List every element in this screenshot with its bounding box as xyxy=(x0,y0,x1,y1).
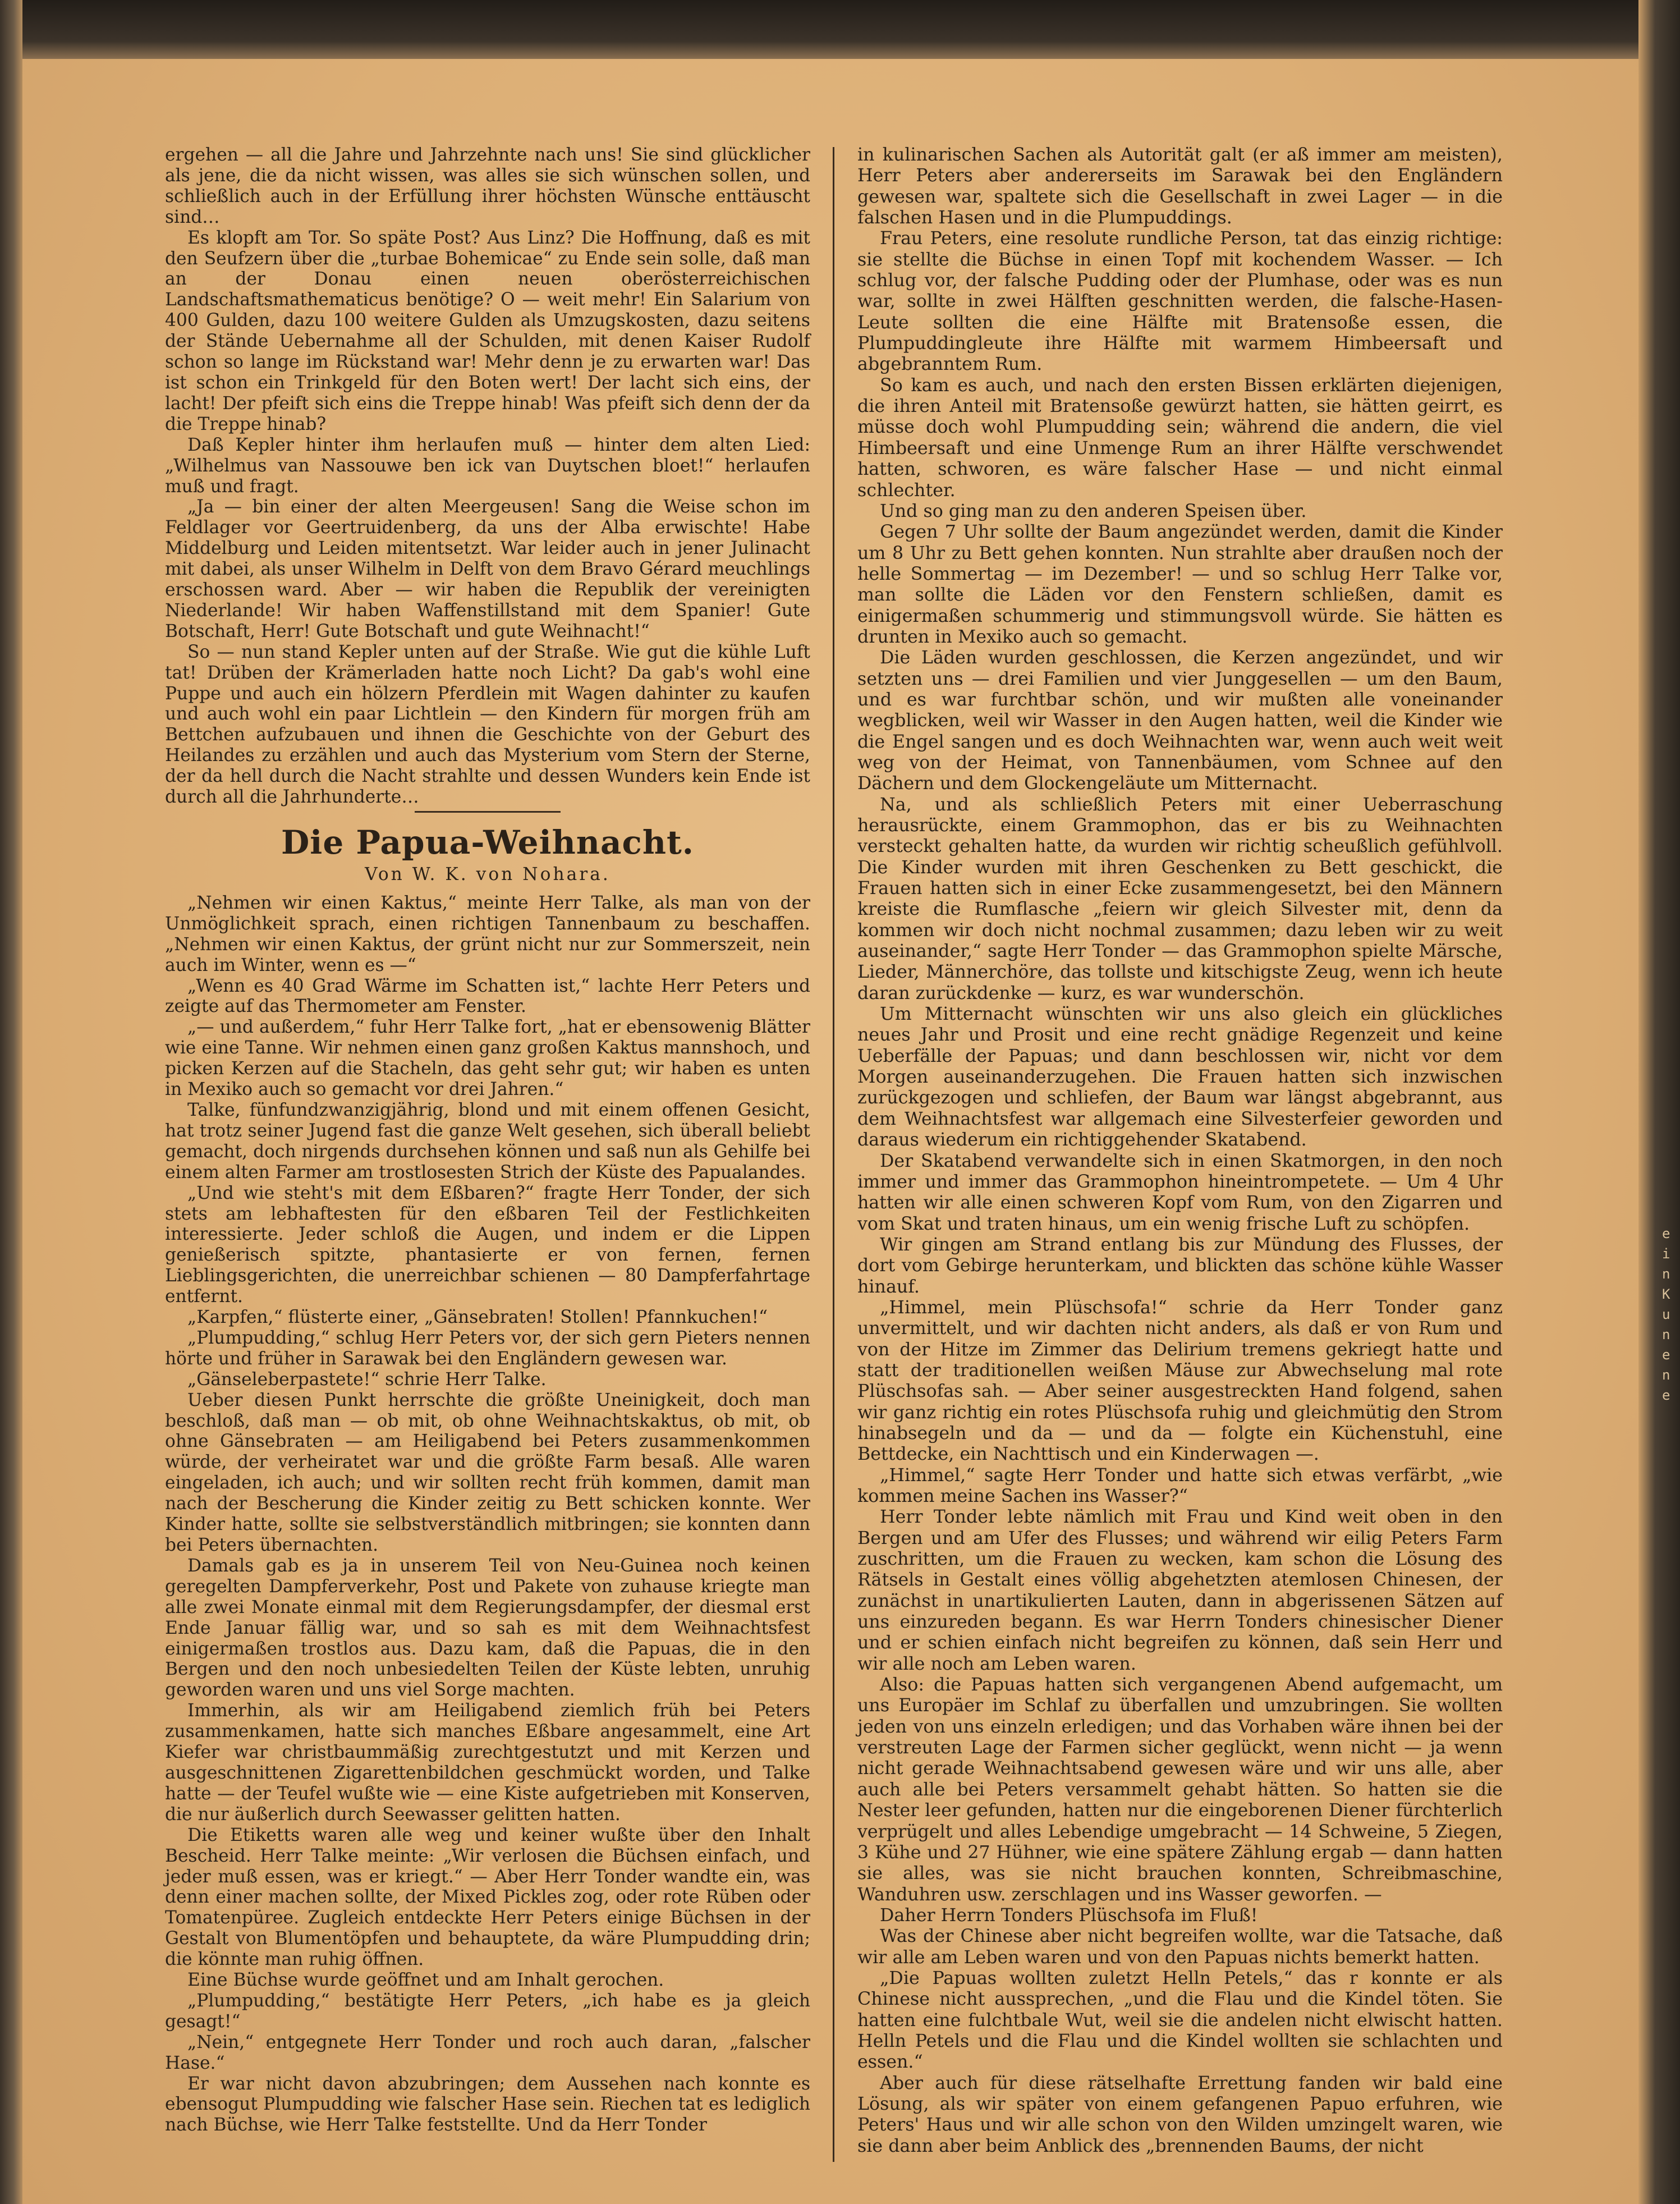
paragraph: Immerhin, als wir am Heiligabend ziemlich früh bei Peters zusammenkamen, hatte sich manches Eßbare angesammelt, eine Art Kiefer war christbaummäßig zurechtgestutzt und mit Kerzen und ausgeschnittenen Zigarettenbildchen geschmückt worden, und Talke hatte — der Teufel wußte wie — eine Kiste aufgetrieben mit Konserven, die nur äußerlich durch Seewasser gelitten hatten. xyxy=(165,1701,810,1825)
article-title: Die Papua-Weihnacht. xyxy=(281,823,694,862)
book-gutter xyxy=(0,0,22,2204)
paragraph: Eine Büchse wurde geöffnet und am Inhalt gerochen. xyxy=(187,1970,664,1991)
paragraph: ergehen — all die Jahre und Jahrzehnte nach uns! Sie sind glücklicher als jene, die da nicht wissen, was alles sie sich wünschen sollen, und schließlich auch in der Erfüllung ihrer höchsten Wünsche enttäuscht sind… xyxy=(165,145,810,227)
paragraph: Ueber diesen Punkt herrschte die größte Uneinigkeit, doch man beschloß, daß man — ob mit, ob ohne Weihnachtskaktus, ob mit, ob ohne Gänsebraten — am Heiligabend bei Peters zusammenkommen würde, der verheiratet war und die größte Farm besaß. Alle waren eingeladen, ich auch; und wir sollten recht früh kommen, damit man nach der Bescherung die Kinder zeitig zu Bett schicken konnte. Wer Kinder hatte, sollte sie selbstverständlich mitbringen; sie konnten dann bei Peters übernachten. xyxy=(165,1390,810,1555)
paragraph: Es klopft am Tor. So späte Post? Aus Linz? Die Hoffnung, daß es mit den Seufzern über die „turbae Bohemicae“ zu Ende sein solle, daß man an der Donau einen neuen oberösterreichischen Landschaftsmathematicus benötige? O — weit mehr! Ein Salarium von 400 Gulden, dazu 100 weitere Gulden als Umzugskosten, dazu seitens der Stände Uebernahme all der Schulden, mit denen Kaiser Rudolf schon so lange im Rückstand war! Mehr denn je zu erwarten war! Das ist schon ein Trinkgeld für den Boten wert! Der lacht sich eins, der lacht! Der pfeift sich eins die Treppe hinab! Was pfeift sich denn der da die Treppe hinab? xyxy=(165,227,810,434)
paragraph: in kulinarischen Sachen als Autorität galt (er aß immer am meisten), Herr Peters aber andererseits im Sarawak bei den Engländern gewesen war, spaltete sich die Gesellschaft in zwei Lager — in die falschen Hasen und in die Plumpuddings. xyxy=(857,145,1503,228)
paragraph: „Himmel, mein Plüschsofa!“ schrie da Herr Tonder ganz unvermittelt, und wir dachten nicht anders, als daß er von Rum und von der Hitze im Zimmer das Delirium tremens gekriegt hatte und statt der traditionellen weißen Mäuse zur Abwechselung mal rote Plüschsofas sah. — Aber seiner ausgestreckten Hand folgend, sahen wir ganz richtig ein rotes Plüschsofa ruhig und gleichmütig den Strom hinabsegeln und da — und da — folgte ein Küchenstuhl, eine Bettdecke, ein Nachttisch und ein Kinderwagen —. xyxy=(857,1297,1503,1465)
paragraph: „Karpfen,“ flüsterte einer, „Gänsebraten! Stollen! Pfannkuchen!“ xyxy=(187,1307,768,1328)
paragraph: Die Etiketts waren alle weg und keiner wußte über den Inhalt Bescheid. Herr Talke meinte: „Wir verlosen die Büchsen einfach, und jeder muß essen, was er kriegt.“ — Aber Herr Tonder wandte ein, was denn einer machen sollte, der Mixed Pickles zog, oder rote Rüben oder Tomatenpüree. Zugleich entdeckte Herr Peters einige Büchsen in der Gestalt von Blumentöpfen und behauptete, da wäre Plumpudding drin; die könnte man ruhig öffnen. xyxy=(165,1825,810,1970)
paragraph: Und so ging man zu den anderen Speisen über. xyxy=(880,501,1307,521)
kepler-story-continuation xyxy=(165,145,810,808)
paragraph: „Himmel,“ sagte Herr Tonder und hatte sich etwas verfärbt, „wie kommen meine Sachen ins Wasser?“ xyxy=(857,1465,1503,1506)
paragraph: Der Skatabend verwandelte sich in einen Skatmorgen, in den noch immer und immer das Grammophon hineintrompetete. — Um 4 Uhr hatten wir alle einen schweren Kopf vom Rum, von den Zigarren und vom Skat und traten hinaus, um ein wenig frische Luft zu schöpfen. xyxy=(857,1151,1503,1234)
article-byline: Von W. K. von Nohara. xyxy=(365,864,611,885)
paragraph: „— und außerdem,“ fuhr Herr Talke fort, „hat er ebensowenig Blätter wie eine Tanne. Wir nehmen einen ganz großen Kaktus mannshoch, und picken Kerzen auf die Stacheln, das geht sehr gut; wir haben es unten in Mexiko auch so gemacht vor drei Jahren.“ xyxy=(165,1017,810,1100)
paragraph: „Und wie steht's mit dem Eßbaren?“ fragte Herr Tonder, der sich stets am lebhaftesten für den eßbaren Teil der Festlichkeiten interessierte. Jeder schloß die Augen, und indem er die Lippen genießerisch spitzte, phantasierte er von fernen, fernen Lieblingsgerichten, die unerreichbar schienen — 80 Dampferfahrtage entfernt. xyxy=(165,1183,810,1307)
papua-article-body-right xyxy=(857,145,1503,2157)
paragraph: Daher Herrn Tonders Plüschsofa im Fluß! xyxy=(880,1905,1258,1926)
text-column-left xyxy=(165,145,810,2165)
paragraph: „Die Papuas wollten zuletzt Helln Petels,“ das r konnte er als Chinese nicht aussprechen, „und die Flau und die Kindel töten. Sie hatten eine fulchtbale Wut, weil sie die andelen nicht elwischt hatten. Helln Petels und die Flau und die Kindel wollten sie schlachten und essen.“ xyxy=(857,1968,1503,2073)
paragraph: Was der Chinese aber nicht begreifen wollte, war die Tatsache, daß wir alle am Leben waren und von den Papuas nichts bemerkt hatten. xyxy=(857,1926,1503,1968)
paragraph: „Nehmen wir einen Kaktus,“ meinte Herr Talke, als man von der Unmöglichkeit sprach, einen richtigen Tannenbaum zu beschaffen. „Nehmen wir einen Kaktus, der grünt nicht nur zur Sommerszeit, nein auch im Winter, wenn es —“ xyxy=(165,892,810,975)
paragraph: Aber auch für diese rätselhafte Errettung fanden wir bald eine Lösung, als wir später von einem gefangenen Papuo erfuhren, wie Peters' Haus und wir alle schon von den Wilden umzingelt waren, wie sie dann aber beim Anblick des „brennenden Baums, der nicht xyxy=(857,2073,1503,2156)
next-page-edge-text: ein Ku ne n e xyxy=(1662,1226,1670,1403)
paragraph: Damals gab es ja in unserem Teil von Neu-Guinea noch keinen geregelten Dampferverkehr, Post und Pakete von zuhause kriegte man alle zwei Monate einmal mit dem Regierungsdampfer, der diesmal erst Ende Januar fällig war, und so sah es mit dem Weihnachtsfest einigermaßen trostlos aus. Dazu kam, daß die Papuas, die in den Bergen und den noch unbesiedelten Teilen der Küste lebten, unruhig geworden waren und uns viel Sorge machten. xyxy=(165,1555,810,1701)
paragraph: Er war nicht davon abzubringen; dem Aussehen nach konnte es ebensogut Plumpudding wie falscher Hase sein. Riechen tat es lediglich nach Büchse, wie Herr Talke feststellte. Und da Herr Tonder xyxy=(165,2073,810,2136)
paragraph: So — nun stand Kepler unten auf der Straße. Wie gut die kühle Luft tat! Drüben der Krämerladen hatte noch Licht? Da gab's wohl eine Puppe und auch ein hölzern Pferdlein mit Wagen dahinter zu kaufen und auch wohl ein paar Lichtlein — den Kindern für morgen früh am Bettchen aufzubauen und ihnen die Geschichte von der Geburt des Heilandes zu erzählen und auch das Mysterium vom Stern der Sterne, der da hell durch die Nacht strahlte und dessen Wunders kein Ende ist durch all die Jahrhunderte… xyxy=(165,642,810,808)
paragraph: Um Mitternacht wünschten wir uns also gleich ein glückliches neues Jahr und Prosit und eine recht gnädige Regenzeit und keine Ueberfälle der Papuas; und dann beschlossen wir, nicht vor dem Morgen auseinanderzugehen. Die Frauen hatten sich inzwischen zurückgezogen und schliefen, der Baum war längst abgebrannt, aus dem Weihnachtsfest war allgemach eine Silvesterfeier geworden und daraus wiederum ein richtiggehender Skatabend. xyxy=(857,1004,1503,1151)
paragraph: Frau Peters, eine resolute rundliche Person, tat das einzig richtige: sie stellte die Büchse in einen Topf mit kochendem Wasser. — Ich schlug vor, der falsche Pudding oder der Plumhase, oder was es nun war, sollte in zwei Hälften geschnitten werden, die falsche-Hasen-Leute sollten die eine Hälfte mit Bratensoße essen, die Plumpuddingleute ihre Hälfte mit warmem Himbeersaft und abgebranntem Rum. xyxy=(857,228,1503,375)
paragraph: Herr Tonder lebte nämlich mit Frau und Kind weit oben in den Bergen und am Ufer des Flusses; und während wir eilig Peters Farm zuschritten, um die Frauen zu wecken, kam schon die Lösung des Rätsels in Gestalt eines völlig abgehetzten atemlosen Chinesen, der zunächst in unartikulierten Lauten, dann in abgerissenen Sätzen auf uns einzureden begann. Es war Herrn Tonders chinesischer Diener und er schien einfach nicht begreifen zu können, daß sein Herr und wir alle noch am Leben waren. xyxy=(857,1507,1503,1674)
text-column-right xyxy=(857,145,1503,2165)
column-divider xyxy=(833,147,834,2162)
paragraph: „Plumpudding,“ bestätigte Herr Peters, „ich habe es ja gleich gesagt!“ xyxy=(165,1990,810,2032)
papua-article-body-left xyxy=(165,893,810,2136)
article-header xyxy=(165,811,810,885)
paragraph: Die Läden wurden geschlossen, die Kerzen angezündet, und wir setzten uns — drei Familien und vier Junggesellen — um den Baum, und es war furchtbar schön, und wir mußten alle voneinander wegblicken, weil wir Wasser in den Augen hatten, weil die Kinder wie die Engel sangen und es doch Weihnachten war, wenn auch weit weit weg von der Heimat, von Tannenbäumen, vom Schnee auf den Dächern und dem Glockengeläute um Mitternacht. xyxy=(857,648,1503,794)
paragraph: Talke, fünfundzwanzigjährig, blond und mit einem offenen Gesicht, hat trotz seiner Jugend fast die ganze Welt gesehen, sich überall beliebt gemacht, doch nirgends durchsehen können und saß nun als Gehilfe bei einem alten Farmer am trostlosesten Strich der Küste des Papualandes. xyxy=(165,1099,810,1183)
paragraph: Na, und als schließlich Peters mit einer Ueberraschung herausrückte, einem Grammophon, das er bis zu Weihnachten versteckt gehalten hatte, da wurden wir richtig scheußlich gefühlvoll. Die Kinder wurden mit ihren Geschenken zu Bett geschickt, die Frauen hatten sich in einer Ecke zusammengesetzt, bei den Männern kreiste die Rumflasche „feiern wir gleich Silvester mit, denn da kommen wir doch nicht nochmal zusammen; dazu leben wir zu weit auseinander,“ sagte Herr Tonder — das Grammophon spielte Märsche, Lieder, Männerchöre, das tollste und kitschigste Zeug, wenn ich heute daran zurückdenke — kurz, es war wunderschön. xyxy=(857,794,1503,1004)
paragraph: Gegen 7 Uhr sollte der Baum angezündet werden, damit die Kinder um 8 Uhr zu Bett gehen konnten. Nun strahlte aber draußen noch der helle Sommertag — im Dezember! — und so schlug Herr Talke vor, man sollte die Läden vor den Fenstern schließen, damit es einigermaßen schummerig und stimmungsvoll würde. Sie hätten es drunten in Mexiko auch so gemacht. xyxy=(857,522,1503,647)
paragraph: Daß Kepler hinter ihm herlaufen muß — hinter dem alten Lied: „Wilhelmus van Nassouwe ben ick van Duytschen bloet!“ herlaufen muß und fragt. xyxy=(165,434,810,497)
scan-top-border xyxy=(0,0,1680,59)
paragraph: „Wenn es 40 Grad Wärme im Schatten ist,“ lachte Herr Peters und zeigte auf das Thermometer am Fenster. xyxy=(165,975,810,1017)
paragraph: So kam es auch, und nach den ersten Bissen erklärten diejenigen, die ihren Anteil mit Bratensoße gewürzt hatten, sie hätten geirrt, es müsse doch wohl Plumpudding sein; während die andern, die viel Himbeersaft und eine Unmenge Rum an ihrer Hälfte verschwendet hatten, schworen, es wäre falscher Hase — und nicht einmal schlechter. xyxy=(857,375,1503,501)
paragraph: Also: die Papuas hatten sich vergangenen Abend aufgemacht, um uns Europäer im Schlaf zu überfallen und umzubringen. Sie wollten jeden von uns einzeln erledigen; und das Vorhaben wäre ihnen bei der verstreuten Lage der Farmen sicher geglückt, wenn nicht — ja wenn nicht gerade Weihnachtsabend gewesen wäre und wir uns alle, aber auch alle bei Peters versammelt gehabt hätten. So hatten sie die Nester leer gefunden, hatten nur die eingeborenen Diener fürchterlich verprügelt und alles Lebendige umgebracht — 14 Schweine, 5 Ziegen, 3 Kühe und 27 Hühner, wie eine spätere Zählung ergab — dann hatten sie alles, was sie nicht brauchen konnten, Schreibmaschine, Wanduhren usw. zerschlagen und ins Wasser geworfen. — xyxy=(857,1675,1503,1905)
paragraph: „Gänseleberpastete!“ schrie Herr Talke. xyxy=(187,1369,547,1390)
paragraph: „Plumpudding,“ schlug Herr Peters vor, der sich gern Pieters nennen hörte und früher in Sarawak bei den Engländern gewesen war. xyxy=(165,1327,810,1369)
next-page-edge xyxy=(1638,0,1680,2204)
paragraph: „Nein,“ entgegnete Herr Tonder und roch auch daran, „falscher Hase.“ xyxy=(165,2032,810,2073)
headline-rule-top xyxy=(415,811,561,813)
paragraph: „Ja — bin einer der alten Meergeusen! Sang die Weise schon im Feldlager vor Geertruidenberg, da uns der Alba erwischte! Habe Middelburg und Leiden mitentsetzt. War leider auch in jener Julinacht mit dabei, als unser Wilhelm in Delft von dem Bravo Gérard meuchlings erschossen ward. Aber — wir haben die Republik der vereinigten Niederlande! Wir haben Waffenstillstand mit dem Spanier! Gute Botschaft, Herr! Gute Botschaft und gute Weihnacht!“ xyxy=(165,497,810,642)
paragraph: Wir gingen am Strand entlang bis zur Mündung des Flusses, der dort vom Gebirge herunterkam, und blickten das schöne kühle Wasser hinauf. xyxy=(857,1234,1503,1297)
